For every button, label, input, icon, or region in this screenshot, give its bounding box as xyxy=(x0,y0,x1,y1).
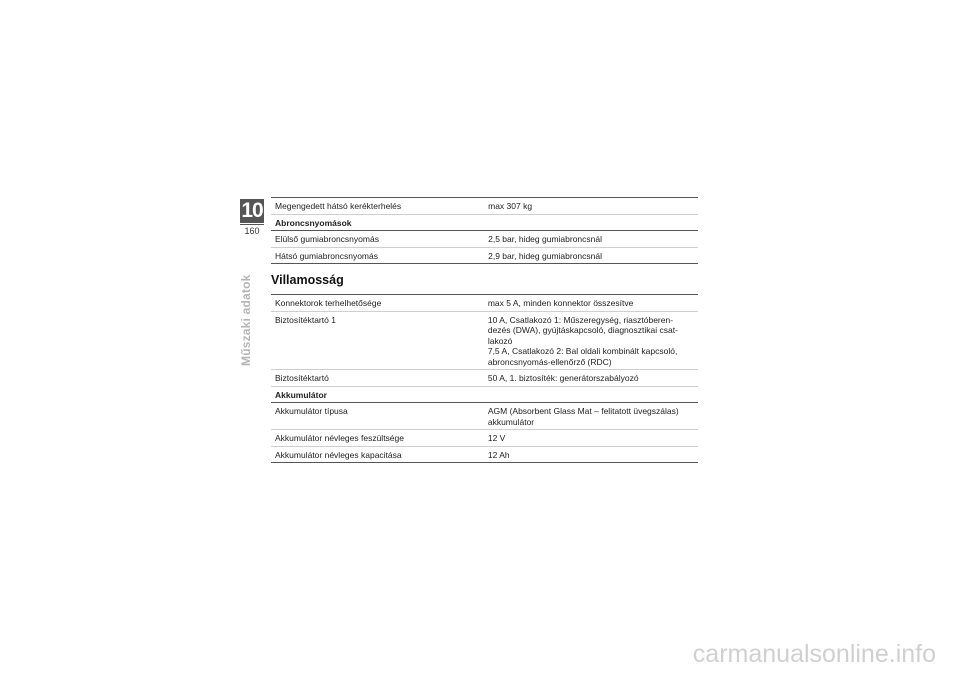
spec-label: Biztosítéktartó 1 xyxy=(271,311,484,370)
spec-label: Elülső gumiabroncsnyomás xyxy=(271,231,484,248)
spec-label: Konnektorok terhelhetősége xyxy=(271,295,484,312)
table-row xyxy=(271,295,698,312)
spec-value xyxy=(484,403,698,430)
table-subheading-row xyxy=(271,386,698,403)
spec-value-line: 10 A, Csatlakozó 1: Műszeregység, riasztóberen- xyxy=(487,314,674,325)
chapter-number: 10 xyxy=(241,199,263,222)
spec-value: 50 A, 1. biztosíték: generátorszabályozó xyxy=(484,370,698,387)
table-subheading-row xyxy=(271,214,698,231)
spec-value: 12 Ah xyxy=(484,446,698,463)
chapter-side-label xyxy=(233,276,263,376)
table-row xyxy=(271,198,698,215)
page-number: 160 xyxy=(240,224,264,237)
table-row xyxy=(271,247,698,264)
chapter-title: Műszaki adatok xyxy=(239,274,253,366)
spec-value xyxy=(484,311,698,370)
spec-value: 2,9 bar, hideg gumiabroncsnál xyxy=(484,247,698,264)
spec-label: Megengedett hátsó kerékterhelés xyxy=(271,198,484,215)
spec-label: Akkumulátor névleges kapacitása xyxy=(271,446,484,463)
spec-value: 2,5 bar, hideg gumiabroncsnál xyxy=(484,231,698,248)
spec-value: max 307 kg xyxy=(484,198,698,215)
spec-label: Hátsó gumiabroncsnyomás xyxy=(271,247,484,264)
spec-label: Akkumulátor névleges feszültsége xyxy=(271,430,484,447)
spec-value-line: dezés (DWA), gyújtáskapcsoló, diagnosztikai csat- xyxy=(487,325,678,335)
battery-heading: Akkumulátor xyxy=(271,386,698,403)
spec-value: max 5 A, minden konnektor összesítve xyxy=(484,295,698,312)
spec-value-line: AGM (Absorbent Glass Mat – felitatott üvegszálas) xyxy=(487,406,679,416)
electrical-table xyxy=(271,294,698,463)
chapter-marker xyxy=(240,199,264,237)
table-row xyxy=(271,231,698,248)
load-tire-table xyxy=(271,197,698,264)
spec-label: Akkumulátor típusa xyxy=(271,403,484,430)
table-row xyxy=(271,446,698,463)
table-row xyxy=(271,370,698,387)
spec-content xyxy=(271,197,698,463)
spec-label: Biztosítéktartó xyxy=(271,370,484,387)
table-row xyxy=(271,311,698,370)
section-title: Villamosság xyxy=(271,273,344,287)
site-watermark: carmanualsonline.info xyxy=(692,640,936,668)
spec-value: 12 V xyxy=(484,430,698,447)
tire-pressure-heading: Abroncsnyomások xyxy=(271,214,698,231)
spec-value-line: akkumulátor xyxy=(487,416,535,427)
spec-value-line: 7,5 A, Csatlakozó 2: Bal oldali kombinált kapcsoló, xyxy=(487,346,678,356)
table-row xyxy=(271,430,698,447)
table-row xyxy=(271,403,698,430)
spec-value-line: lakozó xyxy=(487,335,513,346)
spec-value-line: abroncsnyomás-ellenőrző (RDC) xyxy=(487,356,612,367)
